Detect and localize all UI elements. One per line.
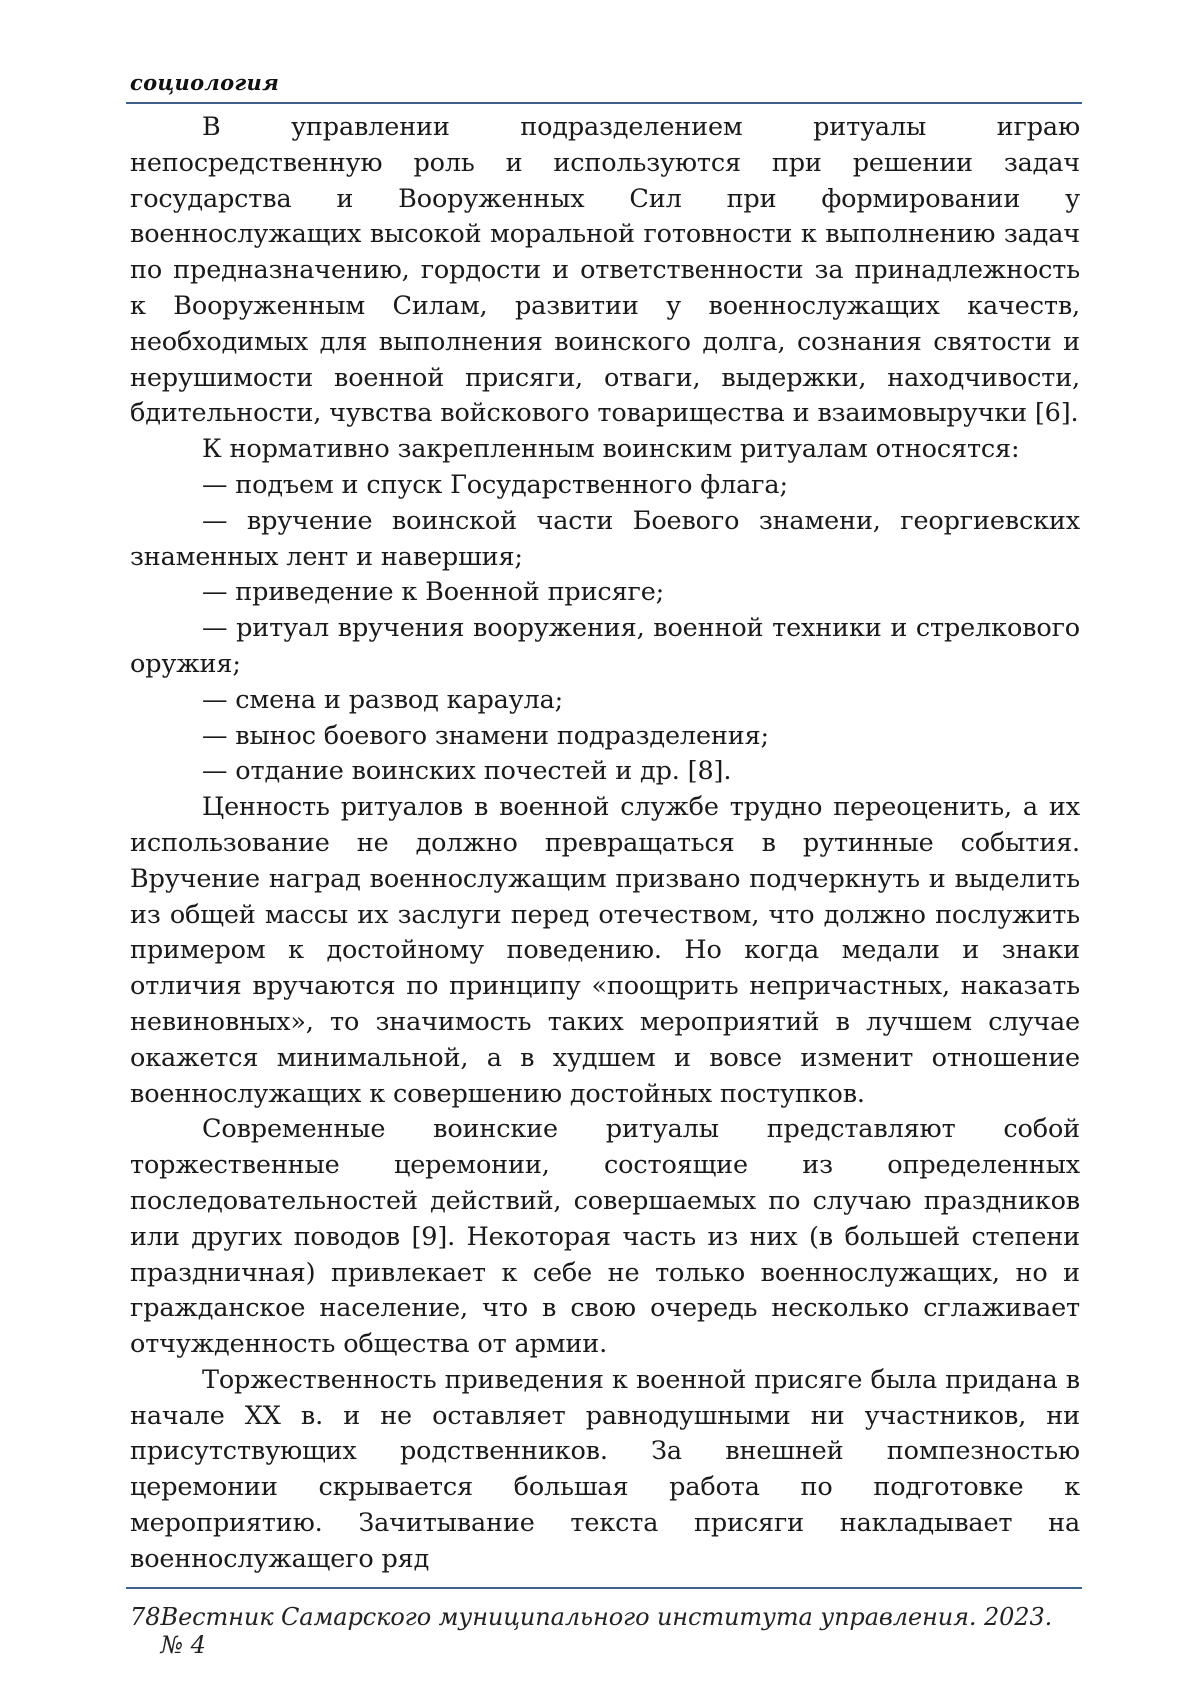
paragraph: К нормативно закрепленным воинским ритуалам относятся: [130,432,1080,468]
list-item: — вручение воинской части Боевого знамени, георгиевских знаменных лент и навершия; [130,504,1080,576]
journal-citation: Вестник Самарского муниципального института управления. 2023. № 4 [161,1603,1080,1659]
list-item: — приведение к Военной присяге; [130,575,1080,611]
page-number: 78 [130,1603,161,1631]
list-item: — вынос боевого знамени подразделения; [130,719,1080,755]
list-item: — подъем и спуск Государственного флага; [130,468,1080,504]
section-title: социология [130,70,279,95]
paragraph: Торжественность приведения к военной присяге была придана в начале XX в. и не оставляет равнодушными ни участников, ни присутствующих родственников. За внешней помпезностью церемонии скрывается большая работа по подготовке к мероприятию. Зачитывание текста присяги накладывает на военнослужащего ряд [130,1363,1080,1578]
footer-rule [126,1587,1082,1589]
page-footer [130,1603,1080,1659]
paragraph: В управлении подразделением ритуалы играю непосредственную роль и используются при решении задач государства и Вооруженных Сил при формировании у военнослужащих высокой моральной готовности к выполнению задач по предназначению, гордости и ответственности за принадлежность к Вооруженным Силам, развитии у военнослужащих качеств, необходимых для выполнения воинского долга, сознания святости и нерушимости военной присяги, отваги, выдержки, находчивости, бдительности, чувства войскового товарищества и взаимовыручки [6]. [130,110,1080,432]
list-item: — смена и развод караула; [130,683,1080,719]
paragraph: Современные воинские ритуалы представляют собой торжественные церемонии, состоящие из определенных последовательностей действий, совершаемых по случаю праздников или других поводов [9]. Некоторая часть из них (в большей степени праздничная) привлекает к себе не только военнослужащих, но и гражданское население, что в свою очередь несколько сглаживает отчужденность общества от армии. [130,1112,1080,1363]
paragraph: Ценность ритуалов в военной службе трудно переоценить, а их использование не должно превращаться в рутинные события. Вручение наград военнослужащим призвано подчеркнуть и выделить из общей массы их заслуги перед отечеством, что должно послужить примером к достойному поведению. Но когда медали и знаки отличия вручаются по принципу «поощрить непричастных, наказать невиновных», то значимость таких мероприятий в лучшем случае окажется минимальной, а в худшем и вовсе изменит отношение военнослужащих к совершению достойных поступков. [130,790,1080,1112]
list-item: — ритуал вручения вооружения, военной техники и стрелкового оружия; [130,611,1080,683]
list-item: — отдание воинских почестей и др. [8]. [130,754,1080,790]
header-rule [126,102,1082,104]
article-body [130,110,1080,1578]
